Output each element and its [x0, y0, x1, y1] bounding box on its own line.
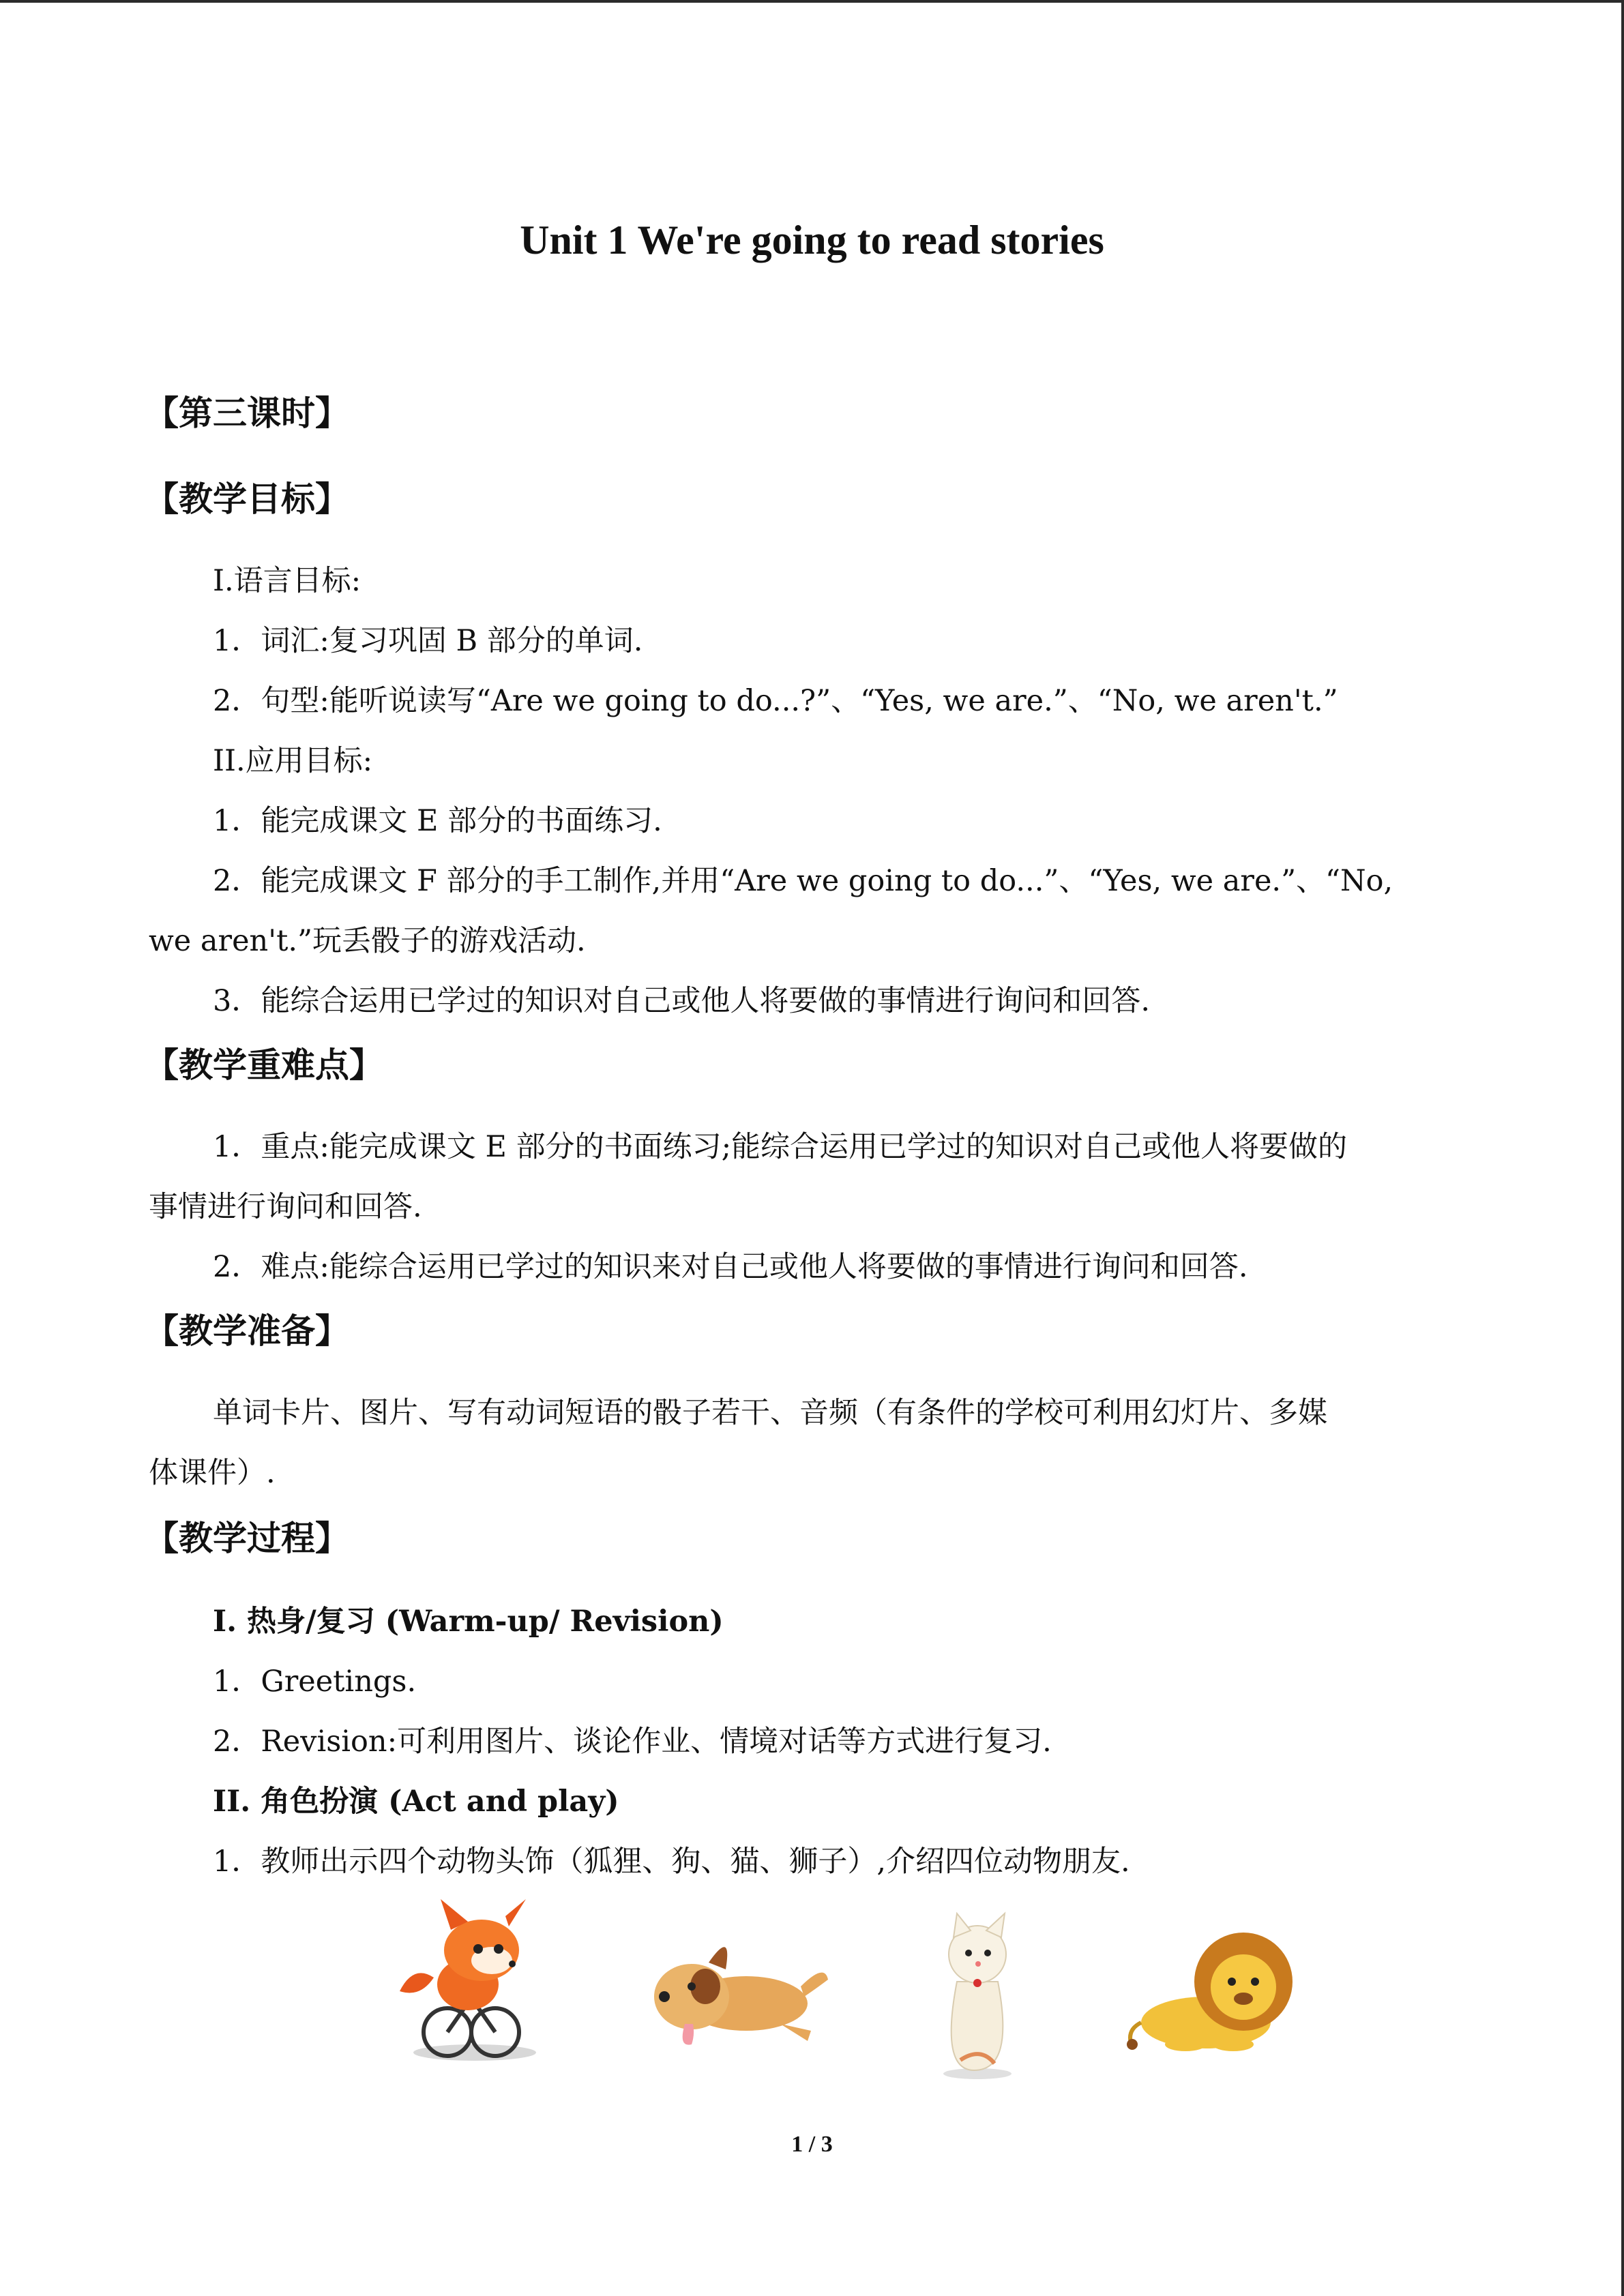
- keypoint-2: 2．难点:能综合运用已学过的知识来对自己或他人将要做的事情进行询问和回答.: [213, 1250, 1248, 1284]
- process-step1-title: I. 热身/复习 (Warm-up/ Revision): [213, 1605, 724, 1639]
- app-goal-2-line2: we aren't.”玩丢骰子的游戏活动.: [149, 924, 586, 958]
- heading-keypoints: 【教学重难点】: [145, 1045, 383, 1085]
- page-number: 1 / 3: [791, 2132, 833, 2157]
- lang-goal-title: I.语言目标:: [213, 564, 361, 598]
- heading-process: 【教学过程】: [145, 1519, 349, 1558]
- dog-illustration: [644, 1922, 835, 2058]
- app-goal-title: II.应用目标:: [213, 744, 373, 778]
- heading-objectives: 【教学目标】: [145, 479, 349, 519]
- preparation-line2: 体课件）.: [149, 1456, 276, 1490]
- heading-lesson: 【第三课时】: [145, 393, 349, 433]
- process-step1-item2: 2．Revision:可利用图片、谈论作业、情境对话等方式进行复习.: [213, 1725, 1052, 1759]
- fox-on-bicycle-illustration: [386, 1896, 557, 2073]
- process-step2-title: II. 角色扮演 (Act and play): [213, 1785, 619, 1819]
- lang-goal-1: 1．词汇:复习巩固 B 部分的单词.: [213, 624, 643, 658]
- top-border: [0, 0, 1624, 3]
- lion-illustration: [1124, 1927, 1301, 2057]
- preparation-line1: 单词卡片、图片、写有动词短语的骰子若干、音频（有条件的学校可利用幻灯片、多媒: [213, 1396, 1327, 1430]
- document-title: Unit 1 We're going to read stories: [520, 218, 1104, 263]
- right-border: [1621, 0, 1624, 2296]
- process-step2-item1: 1．教师出示四个动物头饰（狐狸、狗、猫、狮子）,介绍四位动物朋友.: [213, 1845, 1130, 1879]
- app-goal-3: 3．能综合运用已学过的知识对自己或他人将要做的事情进行询问和回答.: [213, 984, 1151, 1018]
- process-step1-item1: 1．Greetings.: [213, 1665, 417, 1699]
- lang-goal-2: 2．句型:能听说读写“Are we going to do...?”、“Yes, we are.”、“No, we aren't.”: [213, 684, 1338, 718]
- app-goal-2-line1: 2．能完成课文 F 部分的手工制作,并用“Are we going to do...”、“Yes, we are.”、“No,: [213, 864, 1393, 898]
- keypoint-1-line2: 事情进行询问和回答.: [149, 1190, 422, 1224]
- keypoint-1-line1: 1．重点:能完成课文 E 部分的书面练习;能综合运用已学过的知识对自己或他人将要做的: [213, 1130, 1348, 1164]
- app-goal-1: 1．能完成课文 E 部分的书面练习.: [213, 804, 662, 838]
- heading-preparation: 【教学准备】: [145, 1311, 349, 1351]
- cat-illustration: [919, 1907, 1035, 2084]
